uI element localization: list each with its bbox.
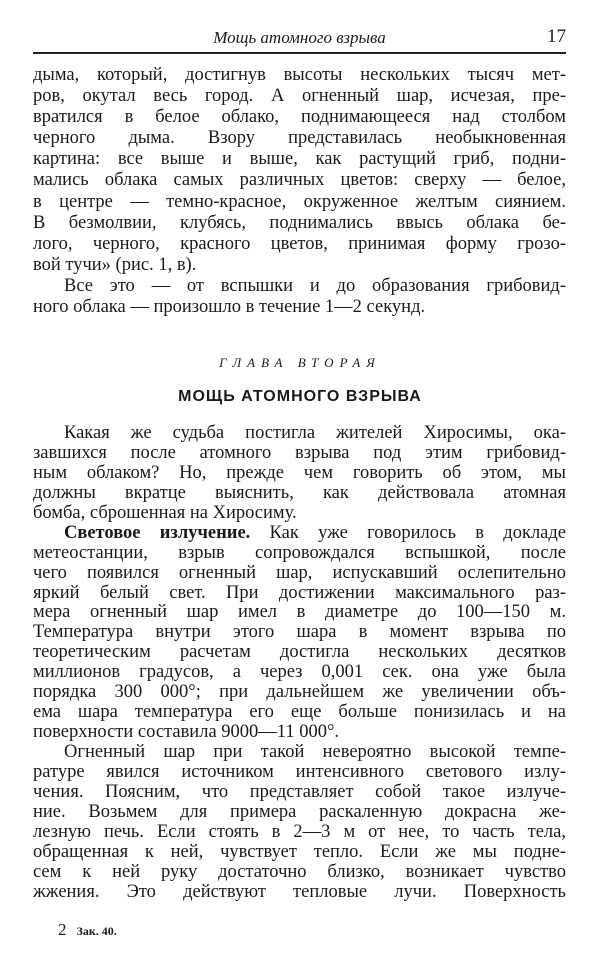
text-line: В безмолвии, клубясь, поднимались ввысь облака бе-: [33, 212, 566, 233]
text-line: ема шара температура его еще больше понизилась и на: [33, 702, 566, 723]
text-line: чения. Поясним, что представляет собой такое излуче-: [33, 781, 566, 802]
text-line: миллионов градусов, а через 0,001 сек. она уже была: [33, 662, 566, 683]
page-number: 17: [547, 26, 566, 47]
text-line: Температура внутри этого шара в момент взрыва по: [33, 622, 566, 643]
text-line: яркий белый свет. При достижении максимального раз-: [33, 582, 566, 603]
text-line: бомба, сброшенная на Хиросиму.: [33, 502, 297, 523]
text-line: мались облака самых различных цветов: сверху — белое,: [33, 170, 566, 191]
text-block-continuation: [33, 66, 566, 319]
text-line: в центре — темно-красное, окруженное желтым сиянием.: [33, 191, 566, 212]
text-line: черного дыма. Взору представилась необыкновенная: [33, 128, 566, 149]
text-line: сем к ней руку достаточно близко, возникает чувство: [33, 861, 566, 882]
text-line: обращенная к ней, чувствует тепло. Если же мы подне-: [33, 841, 566, 862]
text-line: Огненный шар при такой невероятно высокой темпе-: [64, 742, 566, 762]
text-line: ратуре явился источником интенсивного светового излу-: [33, 761, 566, 782]
text-line: лезную печь. Если стоять в 2—3 м от нее, то часть тела,: [33, 821, 566, 842]
text-line: поверхности составила 9000—11 000°.: [33, 722, 339, 743]
text-line: завшихся после атомного взрыва под этим грибовид-: [33, 442, 566, 463]
header-rule: [33, 52, 566, 54]
chapter-label: ГЛАВА ВТОРАЯ: [219, 355, 381, 370]
text-line: должны вкратце выяснить, как действовала атомная: [33, 482, 566, 503]
running-header-title: Мощь атомного взрыва: [213, 28, 386, 47]
text-line: метеостанции, взрыв сопровождался вспышкой, после: [33, 542, 566, 563]
running-header: [33, 26, 566, 50]
text-line: вратился в белое облако, поднимающееся над столбом: [33, 107, 566, 128]
order-number: Зак. 40.: [76, 924, 117, 938]
text-line: лого, черного, красного цветов, принимая форму грозо-: [33, 233, 566, 254]
text-line: теоретическим расчетам достигла нескольких десятков: [33, 642, 566, 663]
text-line: порядка 300 000°; при дальнейшем же увеличении объ-: [33, 682, 566, 703]
text-line: [33, 524, 566, 543]
text-line: ного облака — произошло в течение 1—2 секунд.: [33, 297, 426, 318]
chapter-title: МОЩЬ АТОМНОГО ВЗРЫВА: [178, 388, 422, 405]
subheading: Световое излучение.: [64, 522, 251, 543]
text-line: картина: все выше и выше, как растущий гриб, подни-: [33, 149, 566, 170]
text-block-chapter: [33, 424, 566, 903]
text-line: жжения. Это действуют тепловые лучи. Поверхность: [33, 881, 566, 902]
text-line-rest: Как уже говорилось в докладе: [269, 522, 567, 543]
text-line: дыма, который, достигнув высоты нескольких тысяч мет-: [33, 65, 566, 85]
text-line: чего появился огненный шар, испускавший ослепительно: [33, 562, 566, 583]
text-line: ров, окутал весь город. А огненный шар, исчезая, пре-: [33, 86, 566, 107]
text-line: Все это — от вспышки и до образования грибовид-: [64, 275, 566, 296]
text-line: вой тучи» (рис. 1, в).: [33, 254, 197, 275]
text-line: Какая же судьба постигла жителей Хиросимы, ока-: [64, 423, 566, 443]
text-line: ным облаком? Но, прежде чем говорить об этом, мы: [33, 462, 566, 483]
printer-footer: [58, 920, 117, 940]
text-line: ние. Возьмем для примера раскаленную докрасна же-: [33, 801, 566, 822]
signature-mark: 2: [58, 920, 67, 939]
text-line: мера огненный шар имел в диаметре до 100—150 м.: [33, 602, 566, 623]
